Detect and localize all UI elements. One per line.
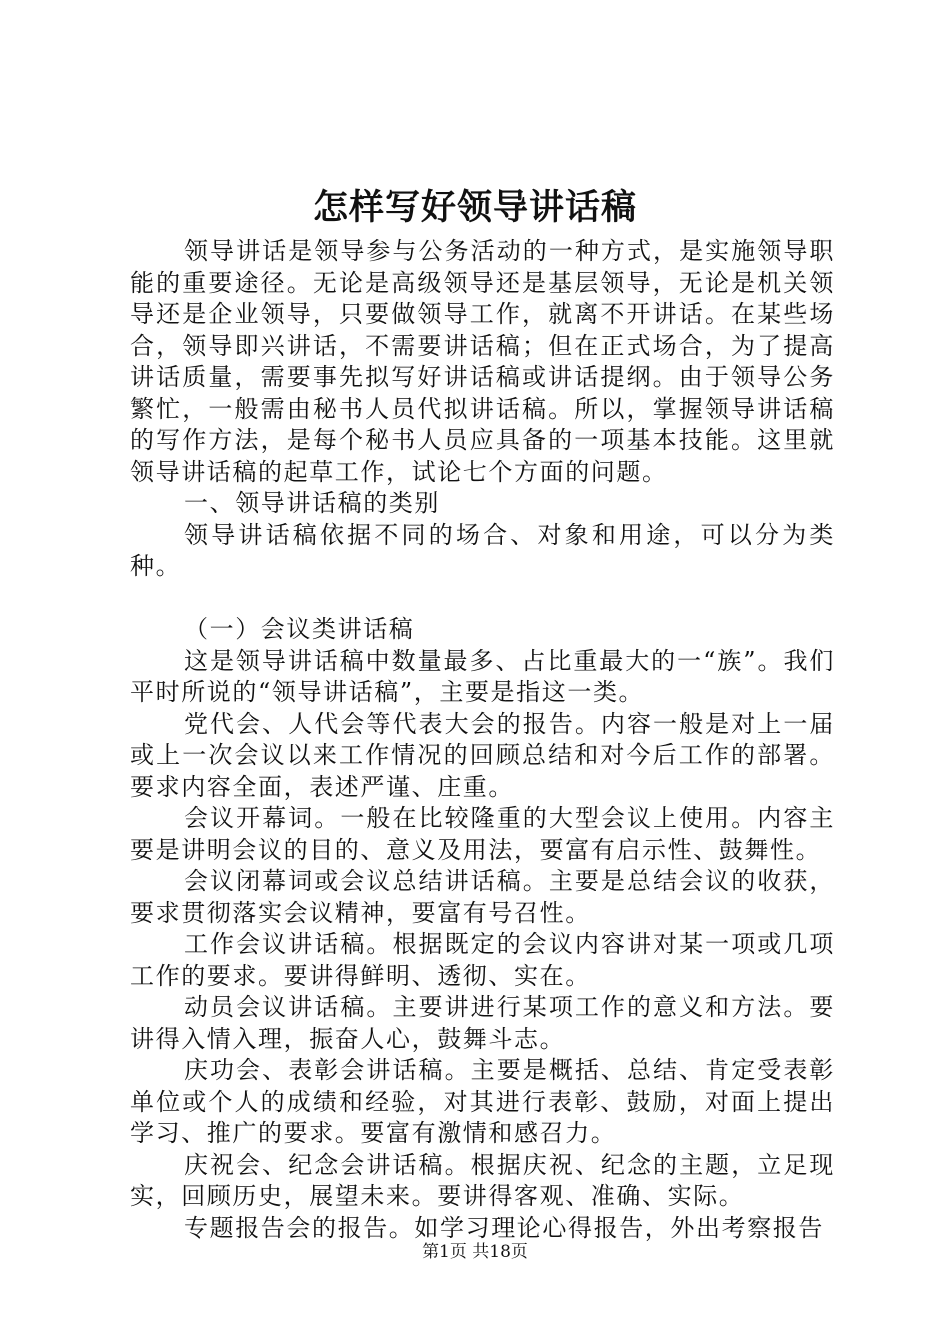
paragraph: 庆功会、表彰会讲话稿。主要是概括、总结、肯定受表彰单位或个人的成绩和经验，对其进行表彰、鼓励，对面上提出学习、推广的要求。要富有激情和感召力。 xyxy=(130,1056,835,1147)
paragraph-categories: 领导讲话稿依据不同的场合、对象和用途，可以分为类种。 xyxy=(130,520,835,580)
paragraph: 这是领导讲话稿中数量最多、占比重最大的一“族”。我们平时所说的“领导讲话稿”，主要是指这一类。 xyxy=(130,646,835,706)
paragraph: 工作会议讲话稿。根据既定的会议内容讲对某一项或几项工作的要求。要讲得鲜明、透彻、实在。 xyxy=(130,930,835,990)
page-footer: 第1页 共18页 xyxy=(422,1242,528,1262)
subsection-heading-1: （一）会议类讲话稿 xyxy=(184,615,415,643)
section-heading-1: 一、领导讲话稿的类别 xyxy=(184,489,440,517)
paragraph: 动员会议讲话稿。主要讲进行某项工作的意义和方法。要讲得入情入理，振奋人心，鼓舞斗志。 xyxy=(130,993,835,1053)
paragraph: 会议闭幕词或会议总结讲话稿。主要是总结会议的收获，要求贯彻落实会议精神，要富有号召性。 xyxy=(130,867,835,927)
paragraph: 庆祝会、纪念会讲话稿。根据庆祝、纪念的主题，立足现实，回顾历史，展望未来。要讲得客观、准确、实际。 xyxy=(130,1150,835,1210)
paragraph: 会议开幕词。一般在比较隆重的大型会议上使用。内容主要是讲明会议的目的、意义及用法，要富有启示性、鼓舞性。 xyxy=(130,804,835,864)
paragraph-intro: 领导讲话是领导参与公务活动的一种方式，是实施领导职能的重要途径。无论是高级领导还是基层领导，无论是机关领导还是企业领导，只要做领导工作，就离不开讲话。在某些场合，领导即兴讲话，不需要讲话稿；但在正式场合，为了提高讲话质量，需要事先拟写好讲话稿或讲话提纲。由于领导公务繁忙，一般需由秘书人员代拟讲话稿。所以，掌握领导讲话稿的写作方法，是每个秘书人员应具备的一项基本技能。这里就领导讲话稿的起草工作，试论七个方面的问题。 xyxy=(130,237,835,486)
document-title: 怎样写好领导讲话稿 xyxy=(312,187,637,228)
paragraph: 专题报告会的报告。如学习理论心得报告，外出考察报告 xyxy=(184,1213,824,1242)
document-body xyxy=(130,236,835,1244)
paragraph: 党代会、人代会等代表大会的报告。内容一般是对上一届或上一次会议以来工作情况的回顾总结和对今后工作的部署。要求内容全面，表述严谨、庄重。 xyxy=(130,709,835,801)
